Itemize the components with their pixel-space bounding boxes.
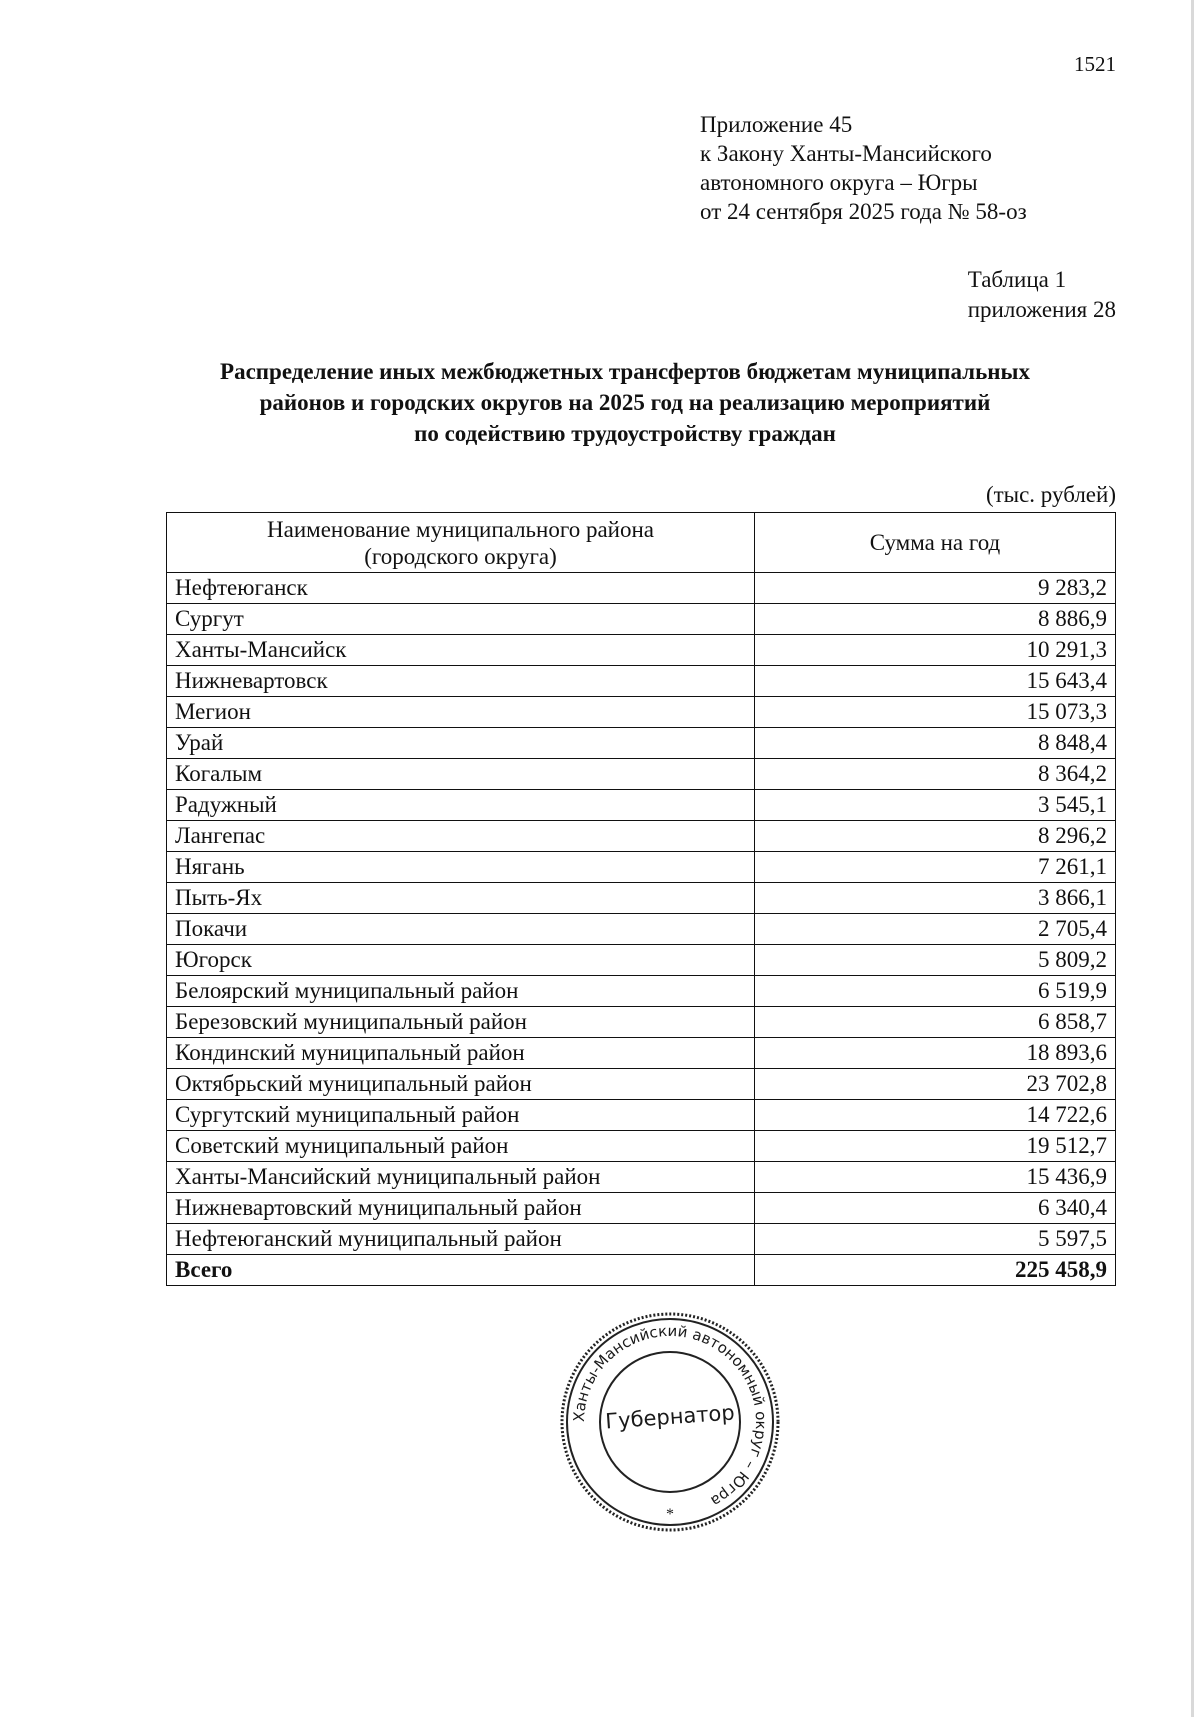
scan-edge bbox=[1191, 0, 1194, 1717]
table-total-row bbox=[167, 1255, 1116, 1286]
table-row bbox=[167, 914, 1116, 945]
row-amount: 8 886,9 bbox=[755, 604, 1116, 635]
table-row bbox=[167, 697, 1116, 728]
governor-stamp bbox=[555, 1307, 785, 1537]
row-name: Сургутский муниципальный район bbox=[167, 1100, 755, 1131]
row-name: Нефтеюганский муниципальный район bbox=[167, 1224, 755, 1255]
table-row bbox=[167, 945, 1116, 976]
header-name-line2: (городского округа) bbox=[364, 543, 557, 569]
title-line: Распределение иных межбюджетных трансфертов бюджетам муниципальных bbox=[220, 359, 1030, 384]
total-label: Всего bbox=[167, 1255, 755, 1286]
row-name: Сургут bbox=[167, 604, 755, 635]
appendix-line: к Закону Ханты-Мансийского bbox=[700, 141, 992, 166]
row-amount: 5 809,2 bbox=[755, 945, 1116, 976]
appendix-line: Приложение 45 bbox=[700, 112, 853, 137]
row-amount: 15 073,3 bbox=[755, 697, 1116, 728]
table-row bbox=[167, 1069, 1116, 1100]
title-line: по содействию трудоустройству граждан bbox=[414, 421, 836, 446]
row-amount: 19 512,7 bbox=[755, 1131, 1116, 1162]
row-amount: 3 866,1 bbox=[755, 883, 1116, 914]
appendix-line: автономного округа – Югры bbox=[700, 170, 978, 195]
table-caption-line: Таблица 1 bbox=[967, 267, 1067, 292]
row-name: Ханты-Мансийский муниципальный район bbox=[167, 1162, 755, 1193]
stamp-star-icon: * bbox=[666, 1506, 674, 1523]
table-row bbox=[167, 1100, 1116, 1131]
table-row bbox=[167, 883, 1116, 914]
row-name: Нягань bbox=[167, 852, 755, 883]
row-name: Урай bbox=[167, 728, 755, 759]
stamp-ring-text: Ханты-Мансийский автономный округ – Югра bbox=[569, 1321, 771, 1511]
row-name: Нефтеюганск bbox=[167, 573, 755, 604]
row-amount: 23 702,8 bbox=[755, 1069, 1116, 1100]
row-amount: 10 291,3 bbox=[755, 635, 1116, 666]
row-name: Нижневартовск bbox=[167, 666, 755, 697]
row-name: Радужный bbox=[167, 790, 755, 821]
row-amount: 8 364,2 bbox=[755, 759, 1116, 790]
row-name: Белоярский муниципальный район bbox=[167, 976, 755, 1007]
header-name bbox=[167, 513, 755, 573]
row-name: Березовский муниципальный район bbox=[167, 1007, 755, 1038]
row-amount: 3 545,1 bbox=[755, 790, 1116, 821]
row-amount: 8 296,2 bbox=[755, 821, 1116, 852]
table-row bbox=[167, 1162, 1116, 1193]
table-row bbox=[167, 573, 1116, 604]
table-row bbox=[167, 976, 1116, 1007]
row-amount: 7 261,1 bbox=[755, 852, 1116, 883]
title-line: районов и городских округов на 2025 год на реализацию мероприятий bbox=[259, 390, 991, 415]
total-amount: 225 458,9 bbox=[755, 1255, 1116, 1286]
row-amount: 6 519,9 bbox=[755, 976, 1116, 1007]
table-caption bbox=[968, 265, 1116, 325]
row-amount: 14 722,6 bbox=[755, 1100, 1116, 1131]
table-body bbox=[167, 573, 1116, 1286]
row-name: Лангепас bbox=[167, 821, 755, 852]
appendix-line: от 24 сентября 2025 года № 58-оз bbox=[700, 199, 1027, 224]
units-label: (тыс. рублей) bbox=[985, 482, 1116, 507]
table-row bbox=[167, 790, 1116, 821]
row-amount: 9 283,2 bbox=[755, 573, 1116, 604]
row-amount: 18 893,6 bbox=[755, 1038, 1116, 1069]
row-name: Пыть-Ях bbox=[167, 883, 755, 914]
row-name: Кондинский муниципальный район bbox=[167, 1038, 755, 1069]
row-amount: 15 436,9 bbox=[755, 1162, 1116, 1193]
row-amount: 5 597,5 bbox=[755, 1224, 1116, 1255]
row-amount: 6 340,4 bbox=[755, 1193, 1116, 1224]
row-amount: 15 643,4 bbox=[755, 666, 1116, 697]
table-row bbox=[167, 666, 1116, 697]
table-row bbox=[167, 821, 1116, 852]
row-name: Югорск bbox=[167, 945, 755, 976]
row-name: Когалым bbox=[167, 759, 755, 790]
document-title bbox=[150, 356, 1100, 449]
table-row bbox=[167, 1131, 1116, 1162]
row-amount: 6 858,7 bbox=[755, 1007, 1116, 1038]
row-name: Ханты-Мансийск bbox=[167, 635, 755, 666]
row-name: Покачи bbox=[167, 914, 755, 945]
row-name: Мегион bbox=[167, 697, 755, 728]
table-row bbox=[167, 635, 1116, 666]
appendix-header bbox=[700, 110, 1027, 226]
table-row bbox=[167, 1224, 1116, 1255]
table-caption-line: приложения 28 bbox=[967, 297, 1116, 322]
table-row bbox=[167, 728, 1116, 759]
row-name: Нижневартовский муниципальный район bbox=[167, 1193, 755, 1224]
page-number: 1521 bbox=[1074, 52, 1116, 76]
table-row bbox=[167, 852, 1116, 883]
table-row bbox=[167, 1038, 1116, 1069]
row-amount: 8 848,4 bbox=[755, 728, 1116, 759]
transfers-table bbox=[166, 512, 1116, 1286]
table-row bbox=[167, 604, 1116, 635]
row-amount: 2 705,4 bbox=[755, 914, 1116, 945]
stamp-center-text: Губернатор bbox=[604, 1400, 736, 1434]
table-header-row bbox=[167, 513, 1116, 573]
table-row bbox=[167, 1193, 1116, 1224]
header-name-line1: Наименование муниципального района bbox=[267, 516, 654, 542]
table-row bbox=[167, 759, 1116, 790]
table-row bbox=[167, 1007, 1116, 1038]
row-name: Советский муниципальный район bbox=[167, 1131, 755, 1162]
row-name: Октябрьский муниципальный район bbox=[167, 1069, 755, 1100]
header-amount: Сумма на год bbox=[755, 513, 1116, 573]
